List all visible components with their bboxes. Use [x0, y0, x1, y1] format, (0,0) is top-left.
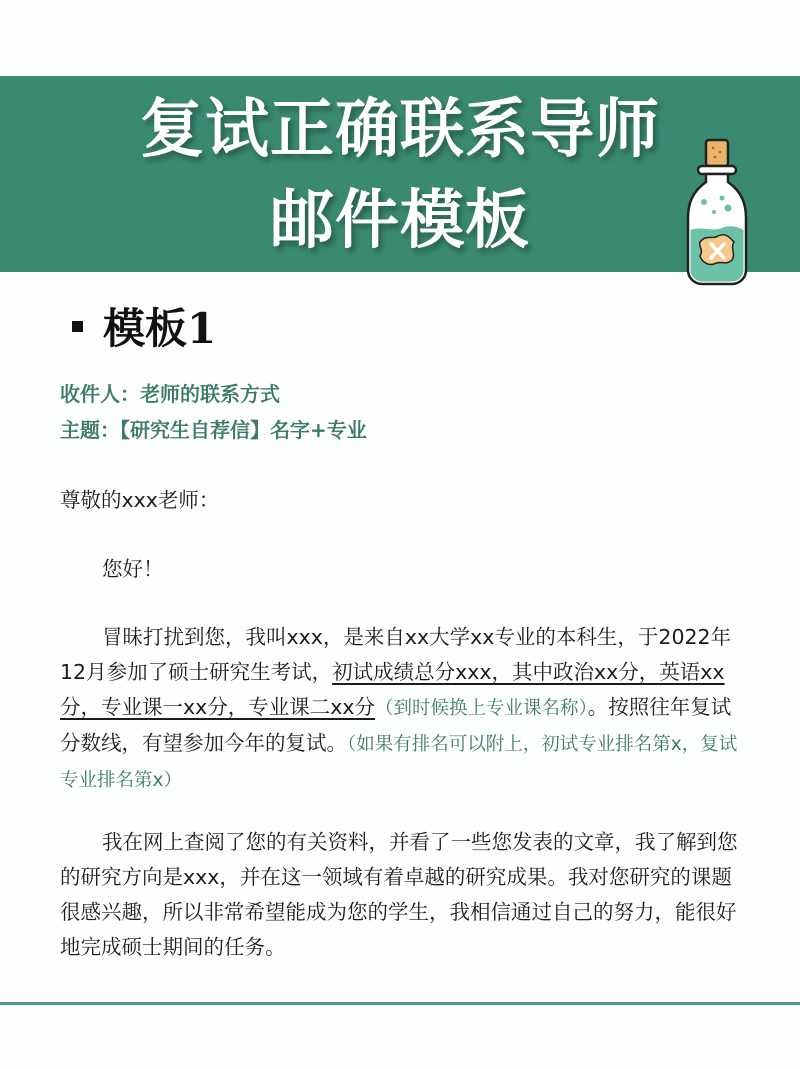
letter-greeting: 尊敬的xxx老师：	[60, 488, 220, 512]
para1-note-course-name: （到时候换上专业课名称）	[375, 698, 588, 719]
footer-divider	[0, 1002, 800, 1005]
para1-text-2: 。按照往年复试分数线，有望参加今年的复试。	[60, 695, 732, 755]
section-heading-text: 模板1	[103, 304, 217, 353]
para1-note-ranking: （如果有排名可以附上，初试专业排名第x，复试专业排名第x）	[60, 734, 738, 791]
section-heading	[72, 296, 216, 356]
letter-hello: 您好！	[102, 557, 164, 581]
email-recipient: 收件人：老师的联系方式	[60, 382, 280, 406]
potion-bottle-icon	[682, 138, 752, 288]
email-subject: 主题：【研究生自荐信】名字+专业	[60, 418, 367, 442]
banner-title-line2: 邮件模板	[270, 183, 530, 258]
letter-paragraph-1	[60, 620, 750, 798]
bullet-square-icon	[72, 321, 83, 332]
para1-text: 冒昧打扰到您，我叫xxx，是来自xx大学xx专业的本科生，于2022年12月参加了硕士研究生考试，	[60, 625, 732, 684]
title-banner	[0, 76, 800, 272]
letter-paragraph-2: 我在网上查阅了您的有关资料，并看了一些您发表的文章，我了解到您的研究方向是xxx，并在这一领域有着卓越的研究成果。我对您研究的课题很感兴趣，所以非常希望能成为您的学生，我相信通过自己的努力，能很好地完成硕士期间的任务。	[60, 830, 738, 959]
banner-title-line1: 复试正确联系导师	[140, 92, 660, 167]
para1-scores-underlined: 初试成绩总分xxx，其中政治xx分，英语xx分，专业课一xx分，专业课二xx分	[60, 660, 725, 719]
